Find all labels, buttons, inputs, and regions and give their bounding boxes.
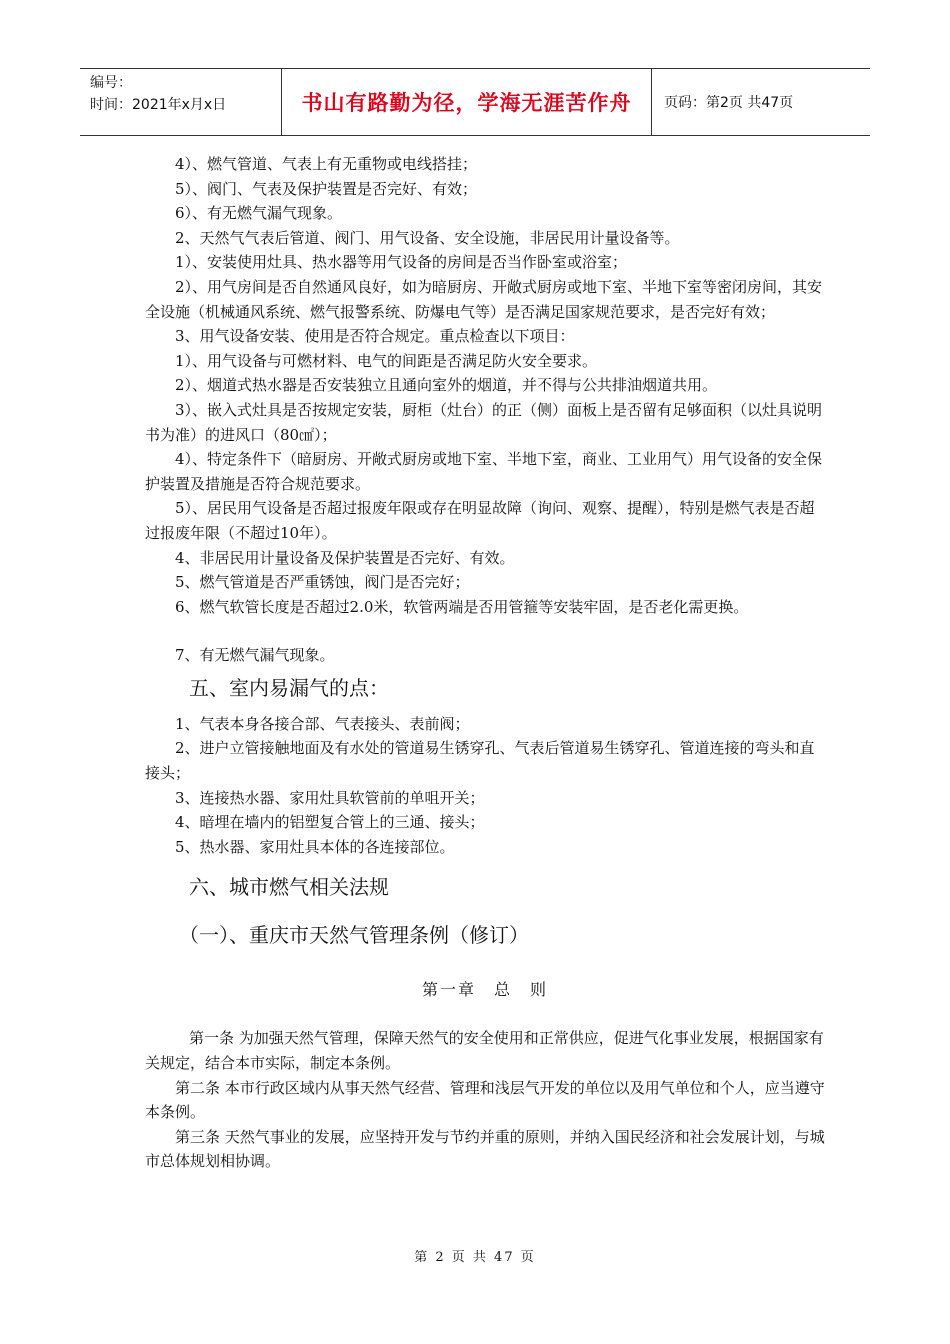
paragraph: 4、非居民用计量设备及保护装置是否完好、有效。 bbox=[175, 548, 515, 567]
section-heading: 五、室内易漏气的点： bbox=[189, 675, 389, 700]
paragraph: 2）、烟道式热水器是否安装独立且通向室外的烟道，并不得与公共排油烟道共用。 bbox=[175, 376, 718, 395]
paragraph: 2、进户立管接触地面及有水处的管道易生锈穿孔、气表后管道易生锈穿孔、管道连接的弯头和直接头； bbox=[145, 739, 815, 783]
paragraph: 7、有无燃气漏气现象。 bbox=[175, 646, 335, 665]
paragraph: 4、暗埋在墙内的铝塑复合管上的三通、接头； bbox=[175, 813, 485, 832]
document-body bbox=[145, 152, 825, 1174]
chapter-title: 第一章 总 则 bbox=[421, 980, 548, 1000]
paragraph: 6）、有无燃气漏气现象。 bbox=[175, 204, 343, 223]
article: 第三条 天然气事业的发展，应坚持开发与节约并重的原则，并纳入国民经济和社会发展计划，与城市总体规划相协调。 bbox=[145, 1127, 825, 1171]
paragraph: 5、燃气管道是否严重锈蚀，阀门是否完好； bbox=[175, 573, 470, 592]
section-heading: 六、城市燃气相关法规 bbox=[189, 875, 389, 900]
spacer bbox=[145, 619, 825, 643]
paragraph: 2、天然气气表后管道、阀门、用气设备、安全设施，非居民用计量设备等。 bbox=[175, 228, 680, 247]
paragraph: 6、燃气软管长度是否超过2.0米，软管两端是否用管箍等安装牢固，是否老化需更换。 bbox=[175, 597, 749, 616]
paragraph: 1）、用气设备与可燃材料、电气的间距是否满足防火安全要求。 bbox=[175, 351, 598, 370]
paragraph: 3、连接热水器、家用灶具软管前的单咀开关； bbox=[175, 788, 485, 807]
header-meta bbox=[80, 69, 282, 135]
paragraph: 5、热水器、家用灶具本体的各连接部位。 bbox=[175, 837, 455, 856]
subsection-heading: （一）、重庆市天然气管理条例（修订） bbox=[179, 923, 529, 948]
paragraph: 3）、嵌入式灶具是否按规定安装，厨柜（灶台）的正（侧）面板上是否留有足够面积（以灶具说明书为准）的进风口（80㎠）； bbox=[145, 400, 823, 444]
article: 第二条 本市行政区域内从事天然气经营、管理和浅层气开发的单位以及用气单位和个人，应当遵守本条例。 bbox=[145, 1078, 825, 1122]
header-motto: 书山有路勤为径，学海无涯苦作舟 bbox=[282, 69, 652, 135]
paragraph: 5）、居民用气设备是否超过报废年限或存在明显故障（询问、观察、提醒），特别是燃气表是否超过报废年限（不超过10年）。 bbox=[145, 499, 815, 542]
paragraph: 5）、阀门、气表及保护装置是否完好、有效； bbox=[175, 179, 478, 198]
paragraph: 4）、燃气管道、气表上有无重物或电线搭挂； bbox=[175, 155, 478, 173]
paragraph: 4）、特定条件下（暗厨房、开敞式厨房或地下室、半地下室，商业、工业用气）用气设备的安全保护装置及措施是否符合规范要求。 bbox=[145, 450, 823, 493]
code-label: 编号： bbox=[90, 75, 132, 91]
paragraph: 3、用气设备安装、使用是否符合规定。重点检查以下项目： bbox=[175, 327, 575, 346]
time-label: 时间：2021年x月x日 bbox=[90, 97, 227, 113]
page-header bbox=[80, 68, 870, 136]
header-page-info: 页码：第2页 共47页 bbox=[664, 95, 794, 111]
article: 第一条 为加强天然气管理，保障天然气的安全使用和正常供应，促进气化事业发展，根据国家有关规定，结合本市实际，制定本条例。 bbox=[145, 1029, 824, 1073]
paragraph: 2）、用气房间是否自然通风良好，如为暗厨房、开敞式厨房或地下室、半地下室等密闭房间，其安全设施（机械通风系统、燃气报警系统、防爆电气等）是否满足国家规范要求，是否完好有效； bbox=[145, 277, 823, 321]
paragraph: 1）、安装使用灶具、热水器等用气设备的房间是否当作卧室或浴室； bbox=[175, 253, 628, 272]
page-footer: 第 2 页 共 47 页 bbox=[414, 1250, 536, 1265]
paragraph: 1、气表本身各接合部、气表接头、表前阀； bbox=[175, 714, 470, 733]
